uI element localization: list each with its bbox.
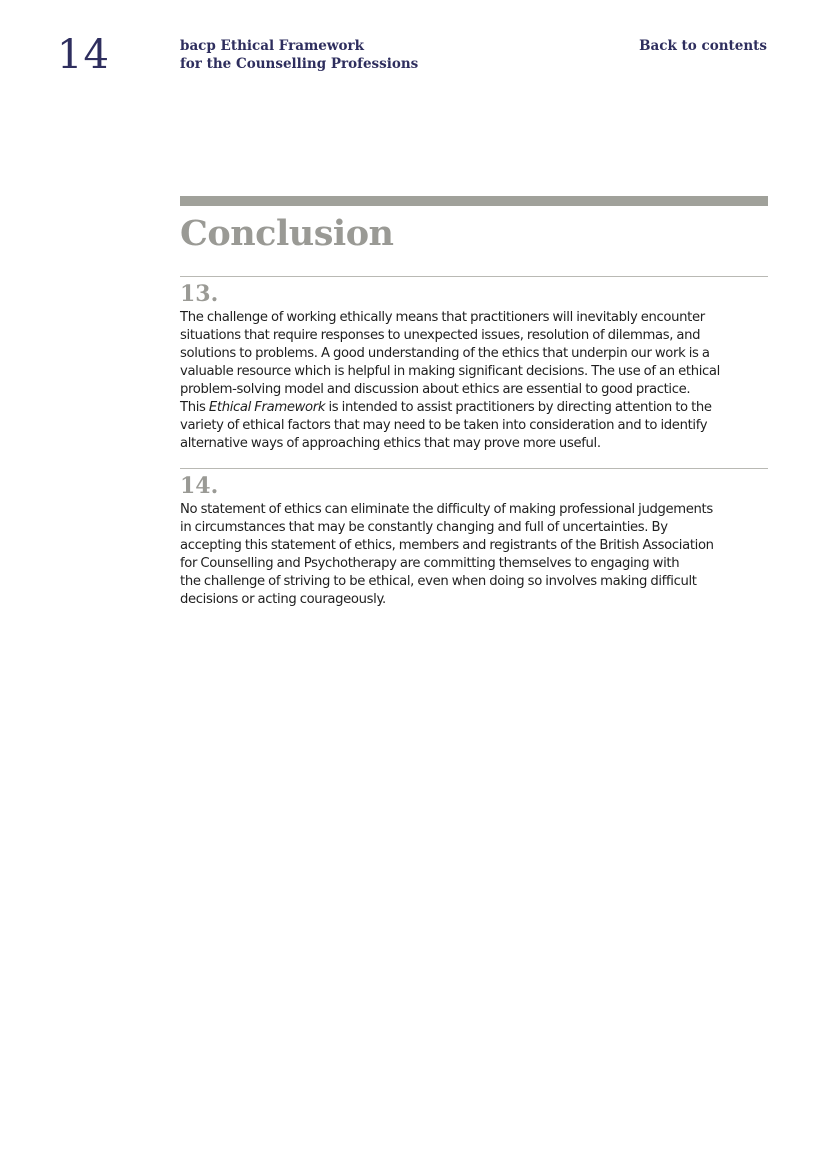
paragraph-divider bbox=[180, 468, 768, 469]
text-line: decisions or acting courageously. bbox=[180, 592, 386, 607]
main-content bbox=[180, 196, 768, 609]
paragraph-13 bbox=[180, 276, 768, 453]
ethical-framework-title-italic: Ethical Framework bbox=[208, 400, 326, 415]
document-title bbox=[180, 37, 418, 73]
paragraph-text bbox=[180, 501, 768, 609]
text-line: situations that require responses to unexpected issues, resolution of dilemmas, and bbox=[180, 328, 701, 343]
paragraph-14 bbox=[180, 468, 768, 609]
document-title-line-2: for the Counselling Professions bbox=[180, 56, 419, 72]
text-fragment: is intended to assist practitioners by directing attention to the bbox=[325, 400, 712, 415]
paragraph-text bbox=[180, 309, 768, 453]
text-line: problem-solving model and discussion about ethics are essential to good practice. bbox=[180, 382, 691, 397]
section-heading-bar bbox=[180, 196, 768, 206]
section-heading: Conclusion bbox=[180, 213, 394, 254]
paragraph-divider bbox=[180, 276, 768, 277]
paragraph-number: 13. bbox=[180, 281, 219, 307]
text-fragment: This bbox=[180, 400, 209, 415]
text-line: in circumstances that may be constantly changing and full of uncertainties. By bbox=[180, 520, 668, 535]
text-line: variety of ethical factors that may need to be taken into consideration and to identify bbox=[180, 418, 708, 433]
document-title-line-1: bacp Ethical Framework bbox=[180, 38, 364, 54]
text-line: solutions to problems. A good understanding of the ethics that underpin our work is a bbox=[180, 346, 710, 361]
text-line: The challenge of working ethically means that practitioners will inevitably encounter bbox=[180, 310, 705, 325]
page-number: 14 bbox=[57, 32, 110, 78]
text-line: the challenge of striving to be ethical, even when doing so involves making difficult bbox=[180, 574, 697, 589]
text-line: alternative ways of approaching ethics that may prove more useful. bbox=[180, 436, 601, 451]
text-line: No statement of ethics can eliminate the difficulty of making professional judgements bbox=[180, 502, 713, 517]
text-line bbox=[180, 399, 768, 417]
text-line: accepting this statement of ethics, members and registrants of the British Association bbox=[180, 538, 714, 553]
text-line: valuable resource which is helpful in making significant decisions. The use of an ethical bbox=[180, 364, 720, 379]
paragraph-number: 14. bbox=[180, 473, 219, 499]
back-to-contents-link[interactable]: Back to contents bbox=[639, 38, 767, 54]
text-line: for Counselling and Psychotherapy are committing themselves to engaging with bbox=[180, 556, 680, 571]
